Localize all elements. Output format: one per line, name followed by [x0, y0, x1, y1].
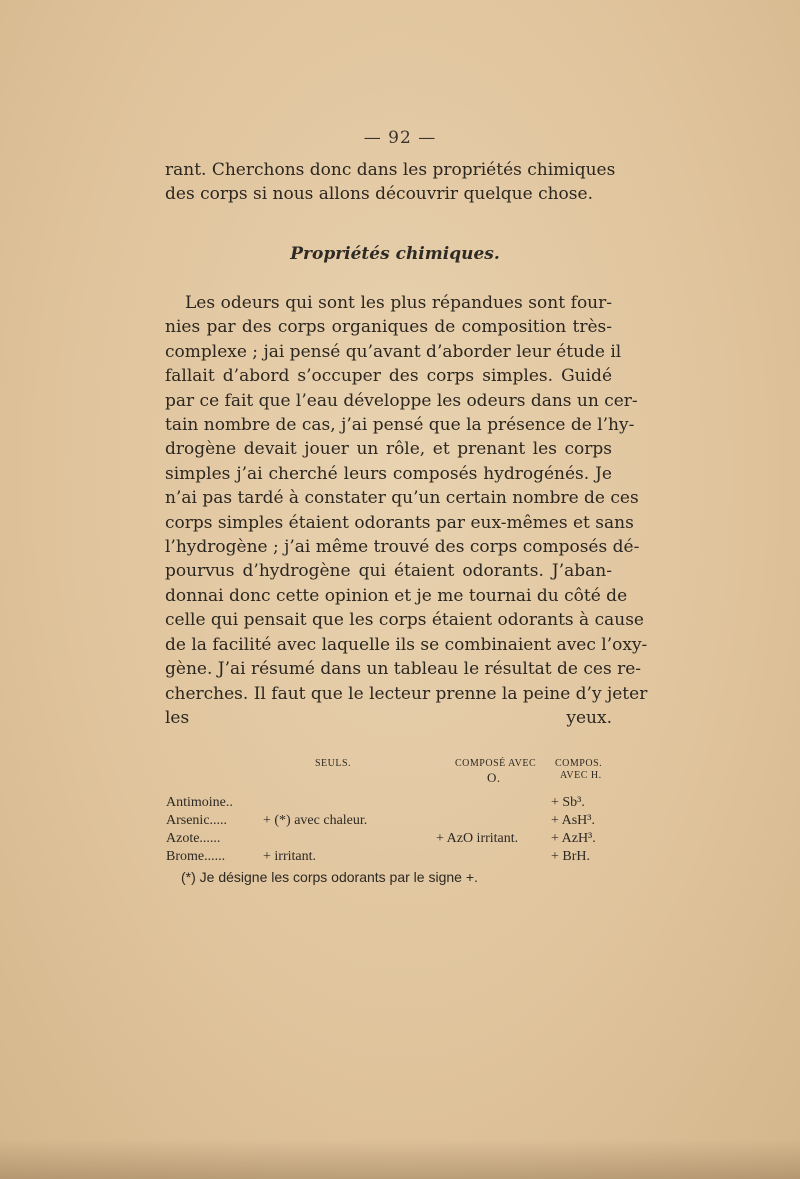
body-line: l’hydrogène ; j’ai même trouvé des corps composés dé-	[165, 537, 640, 558]
page-number: — 92 —	[363, 128, 437, 148]
row-name-antimoine: Antimoine..	[166, 795, 233, 810]
row-brome-avec-h: + BrH.	[551, 849, 591, 864]
header-compose-h-element: AVEC H.	[560, 770, 602, 781]
row-azote-avec-o: + AzO irritant.	[436, 831, 519, 846]
row-name-arsenic: Arsenic.....	[166, 813, 228, 828]
body-line: cherches. Il faut que le lecteur prenne la peine d’y jeter	[165, 683, 648, 704]
row-azote-avec-h: + AzH³.	[551, 831, 596, 846]
body-line: fallait d’abord s’occuper des corps simples. Guidé	[165, 366, 612, 387]
body-line: Les odeurs qui sont les plus répandues sont four-	[185, 293, 612, 313]
header-compose-h: COMPOS.	[555, 758, 603, 769]
header-seuls: SEULS.	[315, 758, 352, 769]
row-arsenic-seuls: + (*) avec chaleur.	[263, 813, 368, 828]
row-brome-seuls: + irritant.	[263, 849, 316, 864]
body-line: tain nombre de cas, j’ai pensé que la présence de l’hy-	[165, 415, 635, 436]
row-arsenic-avec-h: + AsH³.	[551, 813, 595, 828]
body-line: simples j’ai cherché leurs composés hydrogénés. Je	[165, 463, 612, 484]
header-compose-o: COMPOSÉ AVEC	[455, 758, 537, 769]
body-line: celle qui pensait que les corps étaient odorants à cause	[165, 610, 644, 631]
paper-stain	[0, 1139, 800, 1179]
row-name-azote: Azote......	[166, 831, 221, 846]
body-line: donnai donc cette opinion et je me tournai du côté de	[165, 585, 628, 606]
row-antimoine-avec-h: + Sb³.	[551, 795, 585, 810]
body-line: complexe ; jai pensé qu’avant d’aborder leur étude il	[165, 341, 622, 362]
body-line: de la facilité avec laquelle ils se combinaient avec l’oxy-	[165, 634, 648, 655]
body-line: les yeux.	[165, 707, 612, 728]
intro-line-1: rant. Cherchons donc dans les propriétés chimiques	[165, 160, 616, 180]
body-line: drogène devait jouer un rôle, et prenant les corps	[165, 439, 612, 460]
header-compose-o-element: O.	[487, 770, 501, 785]
intro-line-2: des corps si nous allons découvrir quelque chose.	[165, 184, 593, 204]
body-paragraph	[165, 291, 648, 730]
body-line: n’ai pas tardé à constater qu’un certain nombre de ces	[165, 488, 639, 509]
row-name-brome: Brome......	[166, 849, 226, 864]
section-title: Propriétés chimiques.	[290, 244, 500, 264]
body-line: corps simples étaient odorants par eux-mêmes et sans	[165, 512, 634, 533]
body-line: pourvus d’hydrogène qui étaient odorants. J’aban-	[165, 561, 612, 582]
body-line: par ce fait que l’eau développe les odeurs dans un cer-	[165, 390, 638, 411]
footnote: (*) Je désigne les corps odorants par le signe +.	[181, 869, 478, 885]
body-line: gène. J’ai résumé dans un tableau le résultat de ces re-	[165, 659, 642, 680]
body-line: nies par des corps organiques de composition très-	[165, 317, 612, 338]
